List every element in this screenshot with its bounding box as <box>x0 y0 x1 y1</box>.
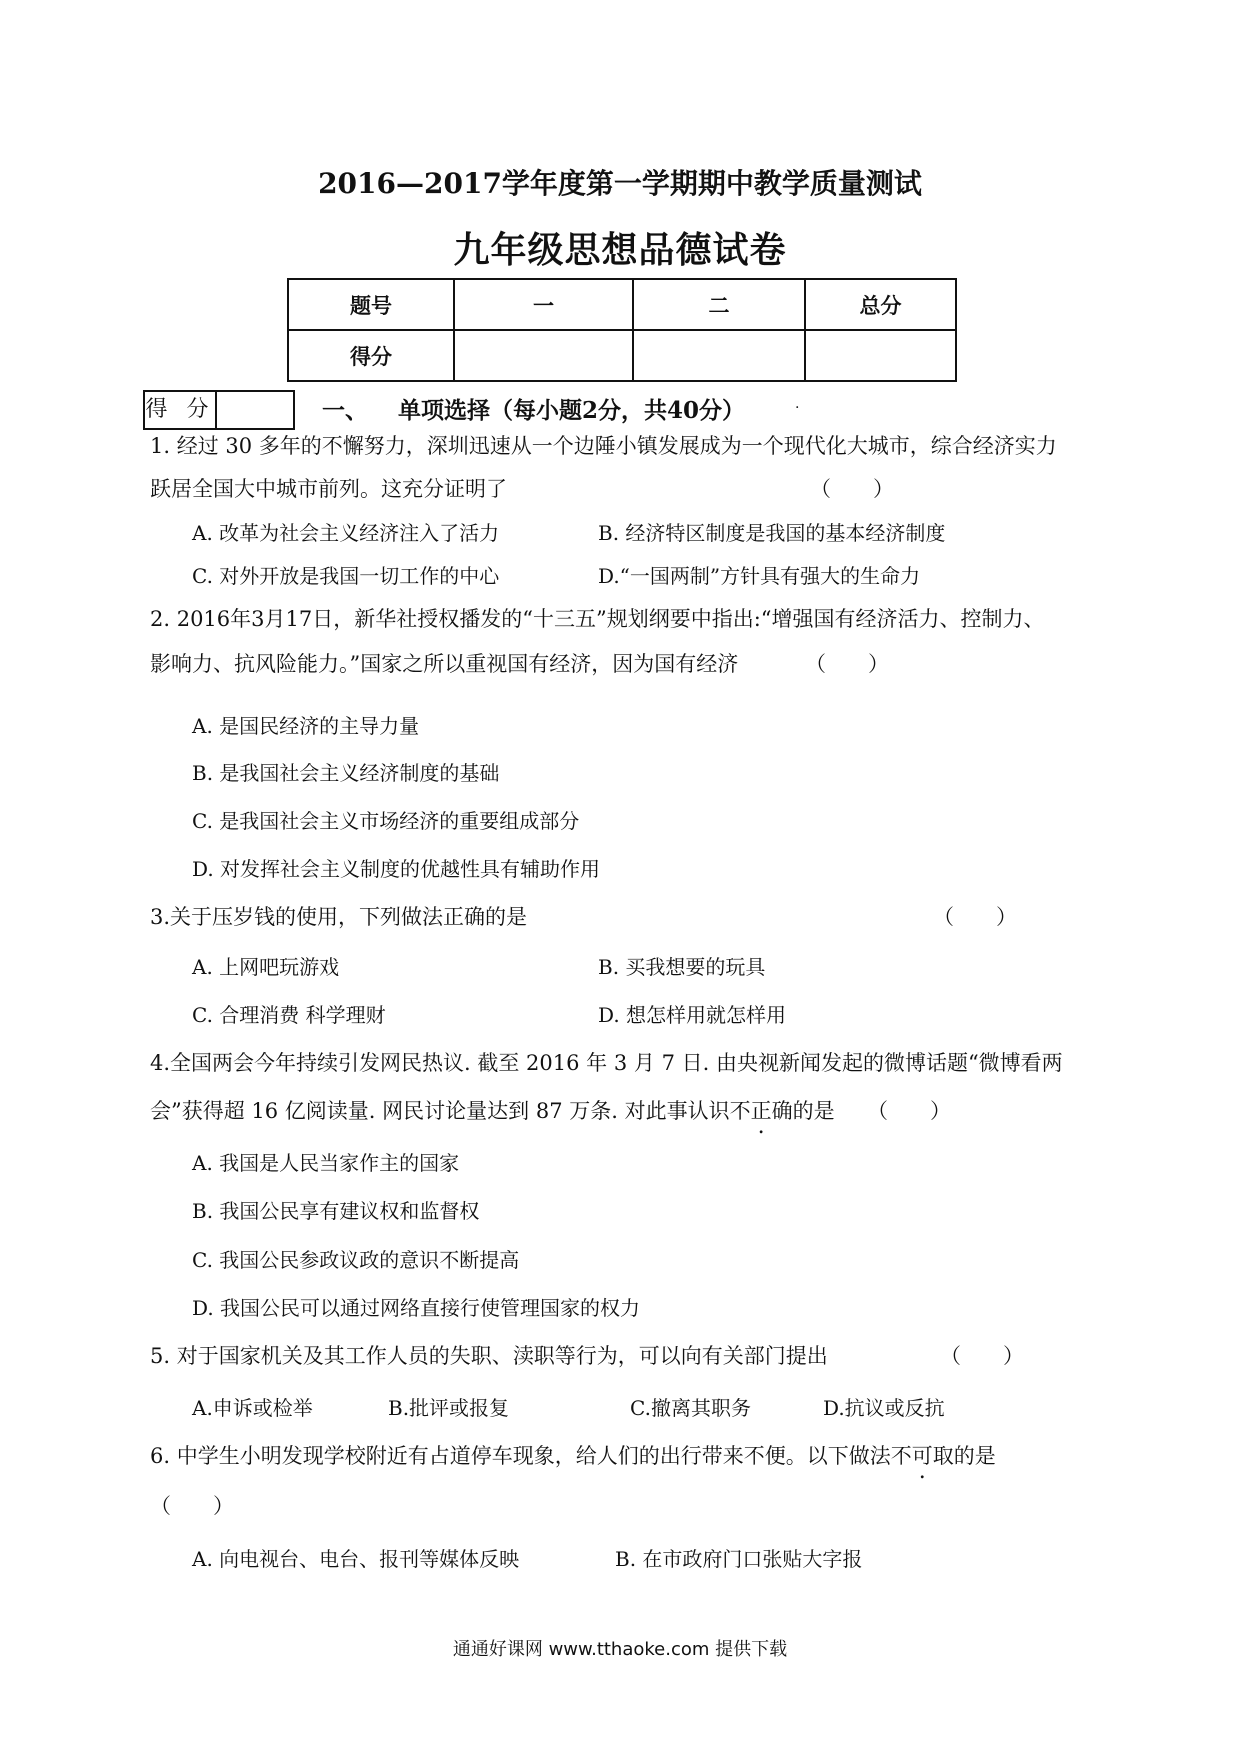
section-title: 单项选择（每小题2分，共40分） <box>398 397 746 424</box>
option: D. 对发挥社会主义制度的优越性具有辅助作用 <box>192 857 601 881</box>
answer-paren: （ ） <box>867 1099 951 1123</box>
emphasized-text: 不正确 <box>729 1099 793 1123</box>
answer-paren: （ ） <box>810 477 894 501</box>
section-score-label: 得 分 <box>145 392 217 428</box>
table-row-label: 得分 <box>288 330 454 381</box>
question-text: 跃居全国大中城市前列。这充分证明了 <box>150 477 507 501</box>
question-text-part: 的是 <box>953 1444 996 1468</box>
option: A. 我国是人民当家作主的国家 <box>192 1151 460 1175</box>
exam-title: 2016—2017学年度第一学期期中教学质量测试 <box>318 167 922 200</box>
option: D. 我国公民可以通过网络直接行使管理国家的权力 <box>192 1296 641 1320</box>
question-text: 4.全国两会今年持续引发网民热议. 截至 2016 年 3 月 7 日. 由央视新闻发起的微博话题“微博看两 <box>150 1051 1063 1075</box>
question-text: 影响力、抗风险能力。”国家之所以重视国有经济，因为国有经济 <box>150 652 739 676</box>
option: C.撤离其职务 <box>630 1396 751 1420</box>
option: D. 想怎样用就怎样用 <box>598 1003 787 1027</box>
option: D.“一国两制”方针具有强大的生命力 <box>598 564 921 588</box>
question-text: 3.关于压岁钱的使用，下列做法正确的是 <box>150 905 528 929</box>
option: B. 买我想要的玩具 <box>598 955 766 979</box>
score-cell <box>805 330 956 381</box>
option: B. 是我国社会主义经济制度的基础 <box>192 761 500 785</box>
question-text: 2. 2016年3月17日，新华社授权播发的“十三五”规划纲要中指出:“增强国有经济活力、控制力、 <box>150 607 1045 631</box>
option: A. 向电视台、电台、报刊等媒体反映 <box>192 1547 520 1571</box>
table-header-cell: 一 <box>454 279 633 330</box>
option: B. 我国公民享有建议权和监督权 <box>192 1199 480 1223</box>
stray-mark: . <box>795 396 800 412</box>
question-text: 5. 对于国家机关及其工作人员的失职、渎职等行为，可以向有关部门提出 <box>150 1344 828 1368</box>
question-text-part: 6. 中学生小明发现学校附近有占道停车现象，给人们的出行带来不便。以下做法 <box>150 1444 891 1468</box>
question-text-part: 会”获得超 16 亿阅读量. 网民讨论量达到 87 万条. 对此事认识 <box>150 1099 730 1123</box>
option: C. 我国公民参政议政的意识不断提高 <box>192 1248 520 1272</box>
option: D.抗议或反抗 <box>823 1396 945 1420</box>
answer-paren: （ ） <box>805 652 889 676</box>
section-score-box <box>143 390 295 430</box>
emphasized-text: 不可取 <box>890 1444 954 1468</box>
option: A. 改革为社会主义经济注入了活力 <box>192 521 500 545</box>
option: C. 对外开放是我国一切工作的中心 <box>192 564 500 588</box>
score-table <box>287 278 957 382</box>
question-text-part: 的是 <box>792 1099 835 1123</box>
section-heading <box>322 392 745 425</box>
exam-subtitle: 九年级思想品德试卷 <box>453 229 787 271</box>
section-number: 一、 <box>322 397 368 424</box>
score-cell <box>633 330 805 381</box>
footer-text: 通通好课网 www.tthaoke.com 提供下载 <box>452 1639 788 1660</box>
score-cell <box>454 330 633 381</box>
option: B.批评或报复 <box>388 1396 510 1420</box>
table-row <box>288 330 956 381</box>
question-text <box>150 1095 835 1125</box>
table-row <box>288 279 956 330</box>
answer-paren: （ ） <box>940 1344 1024 1368</box>
option: C. 合理消费 科学理财 <box>192 1003 386 1027</box>
option: A.申诉或检举 <box>192 1396 313 1420</box>
question-text: 1. 经过 30 多年的不懈努力，深圳迅速从一个边陲小镇发展成为一个现代化大城市，综合经济实力 <box>150 434 1057 458</box>
option: C. 是我国社会主义市场经济的重要组成部分 <box>192 809 580 833</box>
answer-paren: （ ） <box>933 905 1017 929</box>
table-header-cell: 二 <box>633 279 805 330</box>
table-header-cell: 总分 <box>805 279 956 330</box>
answer-paren: （ ） <box>150 1494 234 1518</box>
option: A. 上网吧玩游戏 <box>192 955 340 979</box>
section-score-blank <box>217 392 293 428</box>
option: B. 在市政府门口张贴大字报 <box>615 1547 863 1571</box>
option: B. 经济特区制度是我国的基本经济制度 <box>598 521 946 545</box>
question-text <box>150 1440 996 1470</box>
table-header-cell: 题号 <box>288 279 454 330</box>
option: A. 是国民经济的主导力量 <box>192 714 420 738</box>
